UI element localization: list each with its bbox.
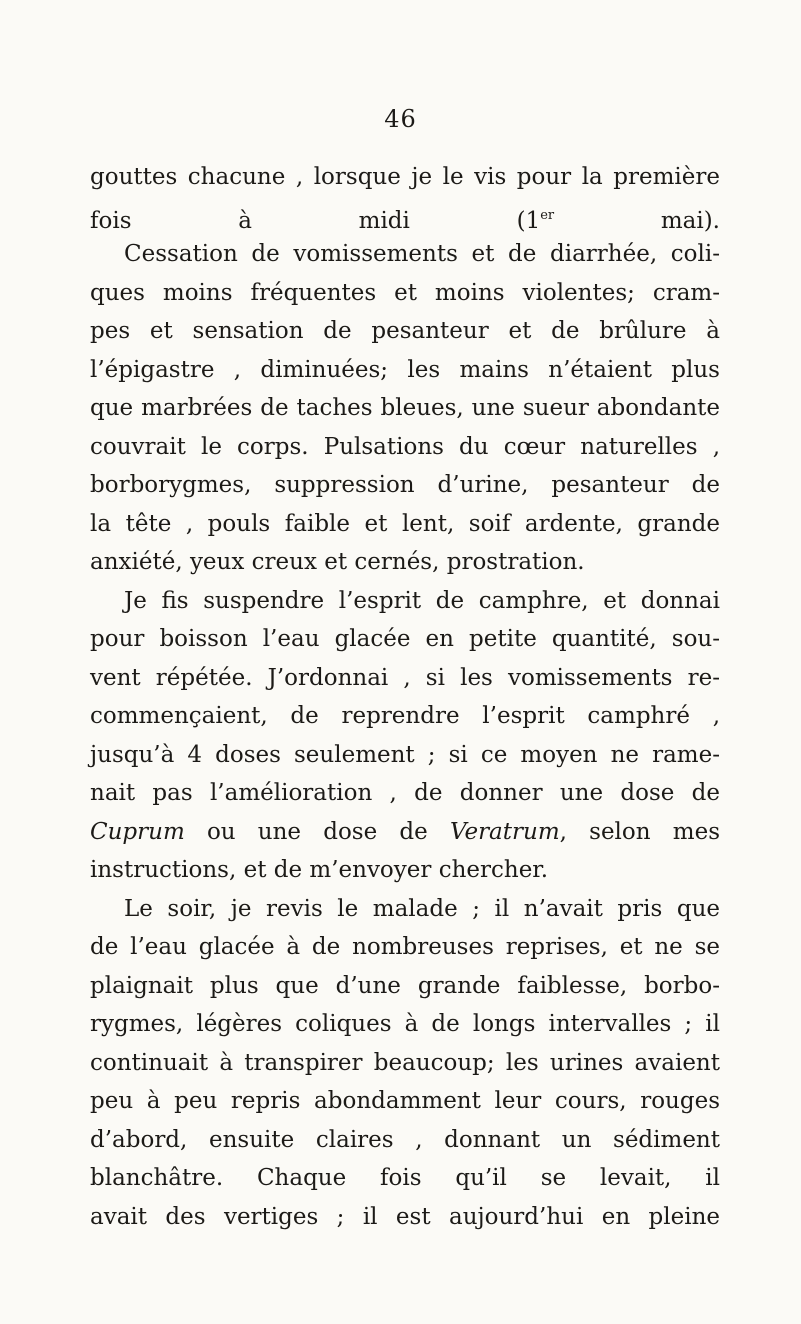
- body-text: [90, 158, 720, 1236]
- text-line: peu à peu repris abondamment leur cours, rouges: [90, 1088, 720, 1114]
- text-line: jusqu’à 4 doses seulement ; si ce moyen ne rame-: [90, 741, 720, 768]
- text-line: Le soir, je revis le malade ; il n’avait pris que: [124, 895, 720, 922]
- text-line: fois à midi (1er mai).: [90, 207, 720, 234]
- text-line: borborygmes, suppression d’urine, pesanteur de: [90, 472, 720, 498]
- text-line: instructions, et de m’envoyer chercher.: [90, 857, 549, 883]
- text-line: anxiété, yeux creux et cernés, prostration.: [90, 549, 585, 575]
- text-line: rygmes, légères coliques à de longs intervalles ; il: [90, 1011, 720, 1037]
- text-line: couvrait le corps. Pulsations du cœur naturelles ,: [90, 433, 720, 460]
- text-line: blanchâtre. Chaque fois qu’il se levait, il: [90, 1165, 720, 1191]
- text-line: plaignait plus que d’une grande faiblesse, borbo-: [90, 972, 720, 999]
- text-line: la tête , pouls faible et lent, soif ardente, grande: [90, 510, 720, 537]
- text-line: que marbrées de taches bleues, une sueur abondante: [90, 395, 720, 421]
- text-line: vent répétée. J’ordonnai , si les vomissements re-: [90, 664, 720, 691]
- text-line: de l’eau glacée à de nombreuses reprises, et ne se: [90, 934, 720, 960]
- text-line: Cessation de vomissements et de diarrhée, coli-: [124, 241, 720, 267]
- text-line: avait des vertiges ; il est aujourd’hui en pleine: [90, 1203, 720, 1230]
- text-line: d’abord, ensuite claires , donnant un sédiment: [90, 1126, 720, 1153]
- text-line: ques moins fréquentes et moins violentes; cram-: [90, 279, 720, 306]
- page-number: 46: [384, 105, 417, 133]
- text-line: nait pas l’amélioration , de donner une dose de: [90, 780, 720, 806]
- text-line: l’épigastre , diminuées; les mains n’étaient plus: [90, 356, 720, 383]
- text-line: pes et sensation de pesanteur et de brûlure à: [90, 318, 720, 344]
- text-line: Je fis suspendre l’esprit de camphre, et donnai: [124, 587, 720, 614]
- text-line: commençaient, de reprendre l’esprit camphré ,: [90, 703, 720, 729]
- text-line: pour boisson l’eau glacée en petite quantité, sou-: [90, 626, 720, 652]
- text-line: gouttes chacune , lorsque je le vis pour la première: [90, 164, 720, 190]
- text-line: continuait à transpirer beaucoup; les urines avaient: [90, 1049, 720, 1076]
- text-line: Cuprum ou une dose de Veratrum, selon mes: [90, 818, 720, 845]
